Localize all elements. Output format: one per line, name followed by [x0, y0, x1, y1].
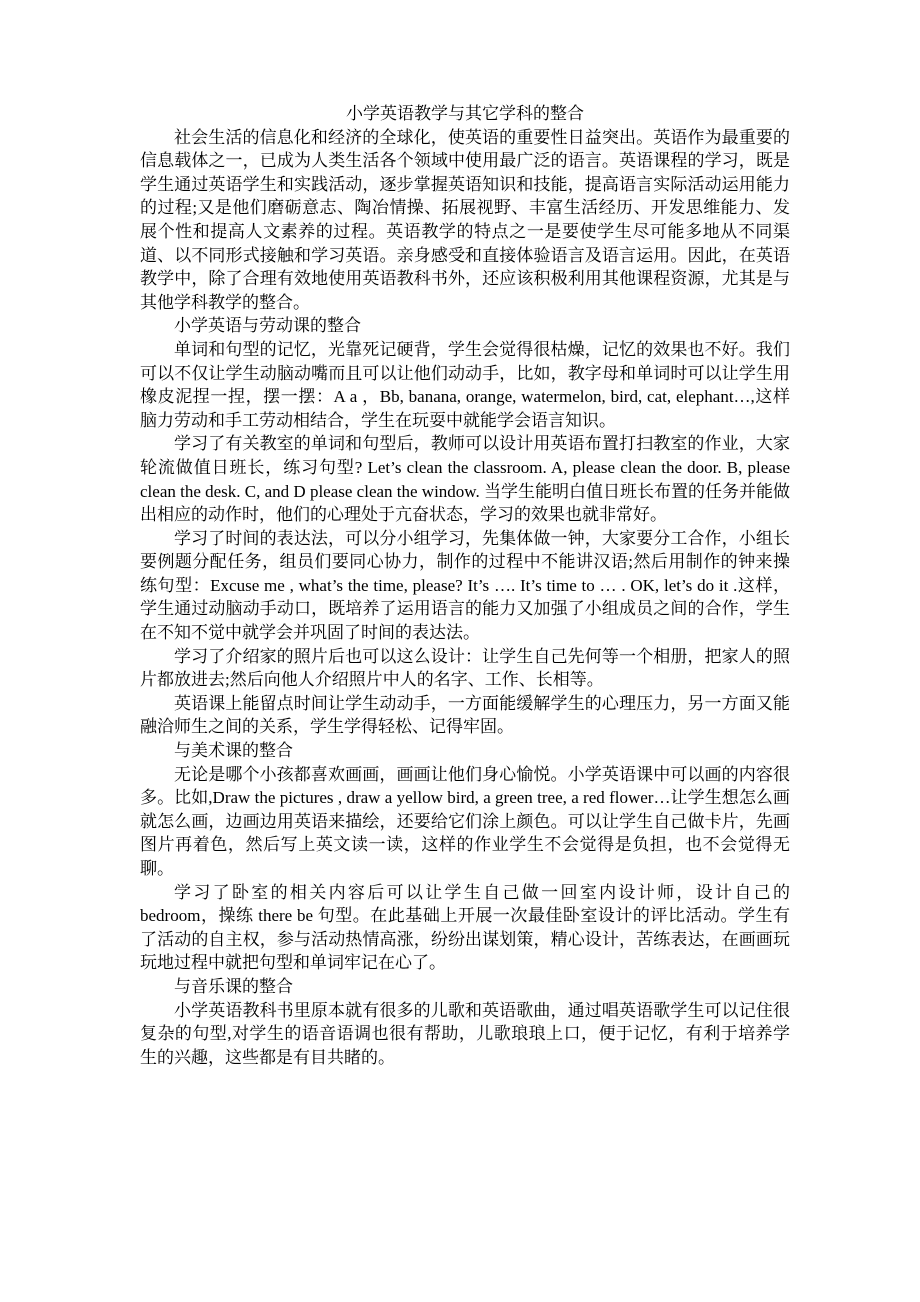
- paragraph-family-photos: 学习了介绍家的照片后也可以这么设计：让学生自己先何等一个相册，把家人的照片都放进去;然后向他人介绍照片中人的名字、工作、长相等。: [140, 646, 790, 690]
- paragraph-classroom-cleaning: 学习了有关教室的单词和句型后，教师可以设计用英语布置打扫教室的作业，大家轮流做值日班长，练习句型? Let’s clean the classroom. A, please clean the door. B, please clean the desk. C, and D please clean the window. 当学生能明白值日班长布置的任务并能做出相应的动作时，他们的心理处于亢奋状态，学习的效果也就非常好。: [140, 434, 790, 525]
- paragraph-intro: 社会生活的信息化和经济的全球化，使英语的重要性日益突出。英语作为最重要的信息载体之一，已成为人类生活各个领域中使用最广泛的语言。英语课程的学习，既是学生通过英语学生和实践活动，逐步掌握英语知识和技能，提高语言实际活动运用能力的过程;又是他们磨砺意志、陶冶情操、拓展视野、丰富生活经历、开发思维能力、发展个性和提高人文素养的过程。英语教学的特点之一是要使学生尽可能多地从不同渠道、以不同形式接触和学习英语。亲身感受和直接体验语言及语言运用。因此，在英语教学中，除了合理有效地使用英语教科书外，还应该积极利用其他课程资源，尤其是与其他学科教学的整合。: [140, 127, 790, 312]
- paragraph-hands-on-benefit: 英语课上能留点时间让学生动动手，一方面能缓解学生的心理压力，另一方面又能融洽师生之间的关系，学生学得轻松、记得牢固。: [140, 693, 790, 737]
- paragraph-songs: 小学英语教科书里原本就有很多的儿歌和英语歌曲，通过唱英语歌学生可以记住很复杂的句型,对学生的语音语调也很有帮助，儿歌琅琅上口，便于记忆，有利于培养学生的兴趣，这些都是有目共睹的。: [140, 1000, 790, 1067]
- section-heading-art-class: 与美术课的整合: [174, 741, 293, 761]
- paragraph-drawing: 无论是哪个小孩都喜欢画画，画画让他们身心愉悦。小学英语课中可以画的内容很多。比如,Draw the pictures , draw a yellow bird, a green tree, a red flower…让学生想怎么画就怎么画，边画边用英语来描绘，还要给它们涂上颜色。可以让学生自己做卡片，先画图片再着色，然后写上英文读一读，这样的作业学生不会觉得是负担，也不会觉得无聊。: [140, 764, 790, 878]
- section-heading-labor-class: 小学英语与劳动课的整合: [174, 316, 361, 336]
- paragraph-time-expression: 学习了时间的表达法，可以分小组学习，先集体做一钟，大家要分工合作，小组长要例题分配任务，组员们要同心协力，制作的过程中不能讲汉语;然后用制作的钟来操练句型：Excuse me , what’s the time, please? It’s …. It’s time to … . OK, let’s do it .这样，学生通过动脑动手动口，既培养了运用语言的能力又加强了小组成员之间的合作，学生在不知不觉中就学会并巩固了时间的表达法。: [140, 528, 790, 643]
- section-heading-music-class: 与音乐课的整合: [174, 976, 293, 996]
- paragraph-word-memory: 单词和句型的记忆，光靠死记硬背，学生会觉得很枯燥，记忆的效果也不好。我们可以不仅让学生动脑动嘴而且可以让他们动动手，比如，教字母和单词时可以让学生用橡皮泥捏一捏，摆一摆：A a ，Bb, banana, orange, watermelon, bird, cat, elephant…,这样脑力劳动和手工劳动相结合，学生在玩耍中就能学会语言知识。: [140, 339, 790, 430]
- paragraph-bedroom-design: 学习了卧室的相关内容后可以让学生自己做一回室内设计师，设计自己的bedroom，操练 there be 句型。在此基础上开展一次最佳卧室设计的评比活动。学生有了活动的自主权，参与活动热情高涨，纷纷出谋划策，精心设计，苦练表达，在画画玩玩地过程中就把句型和单词牢记在心了。: [140, 882, 790, 973]
- document-title: 小学英语教学与其它学科的整合: [346, 104, 584, 123]
